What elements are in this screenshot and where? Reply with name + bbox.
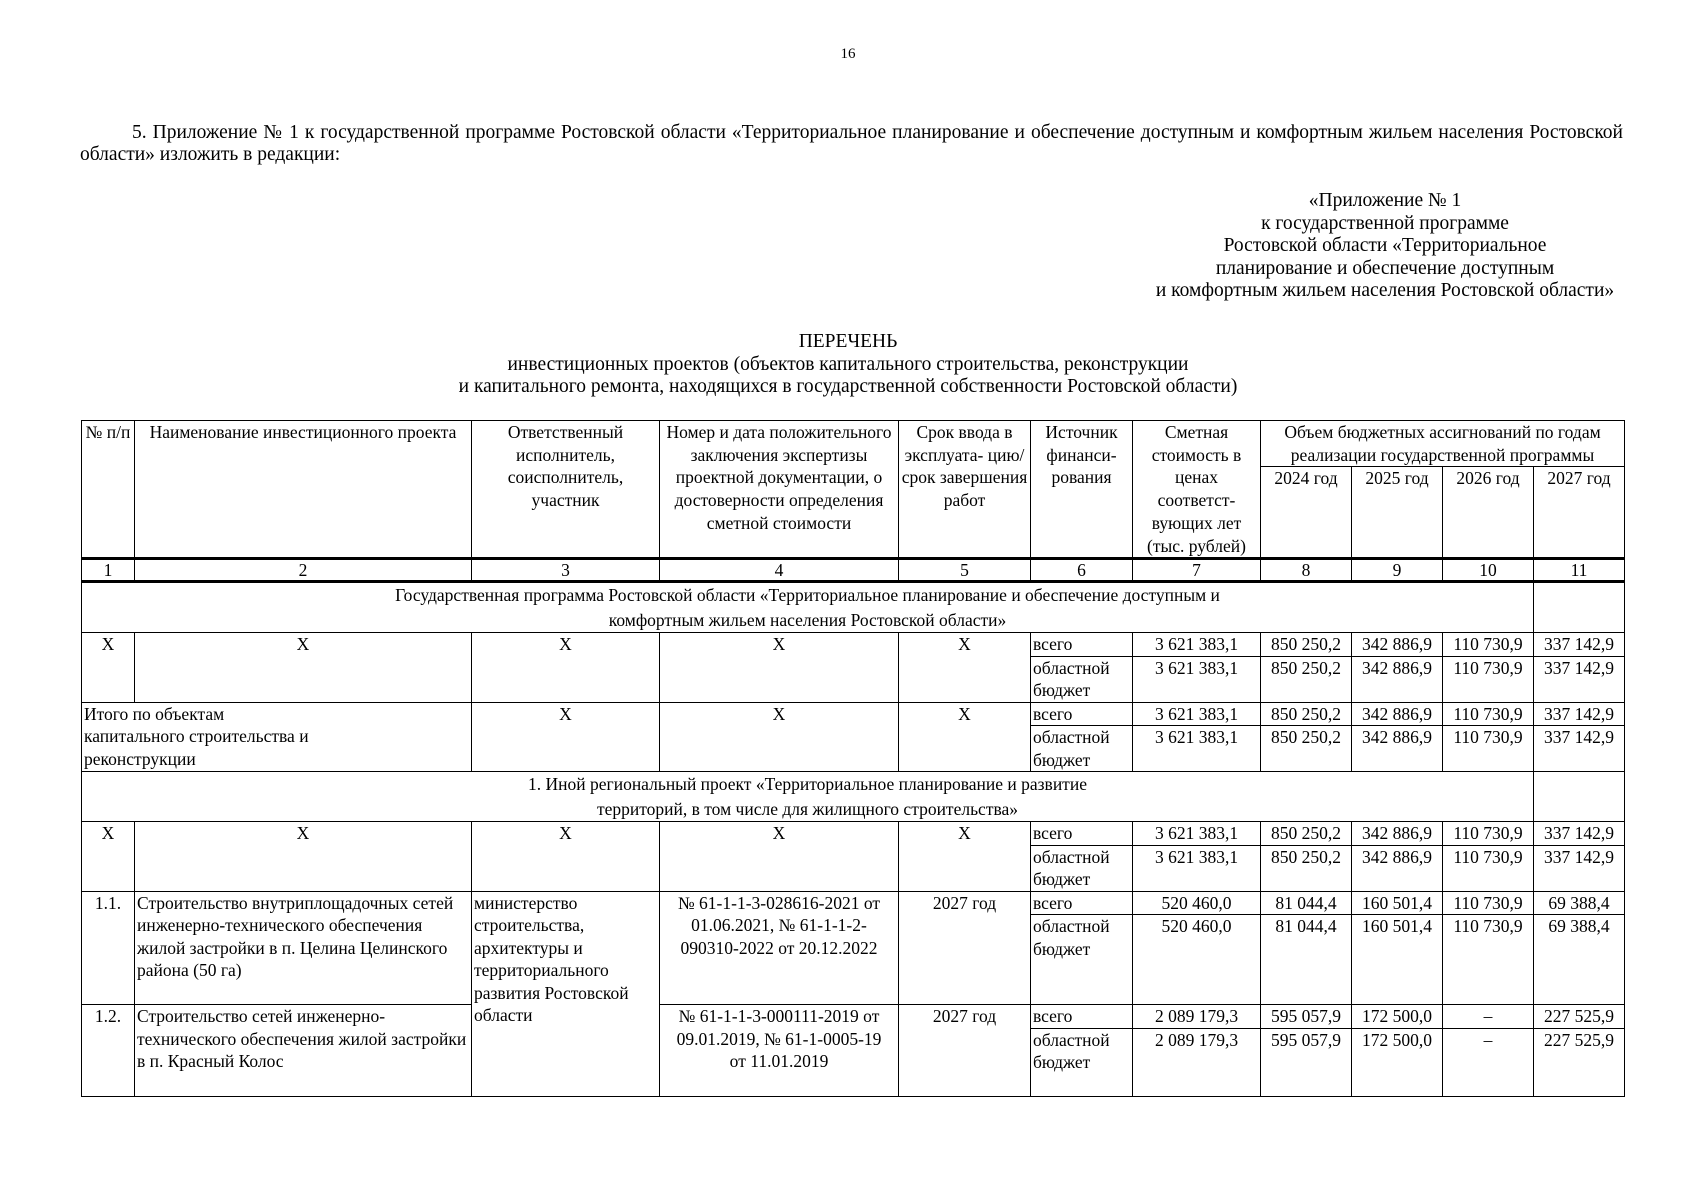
amount-cell: 342 886,9 — [1352, 845, 1443, 891]
amount-cell: 110 730,9 — [1443, 915, 1534, 1005]
amount-cell: 337 142,9 — [1534, 656, 1625, 702]
amount-cell: 69 388,4 — [1534, 915, 1625, 1005]
source-label: областной бюджет — [1031, 845, 1133, 891]
amount-cell: 81 044,4 — [1261, 891, 1352, 915]
itogo-total-row — [82, 702, 1625, 726]
amount-cell: 227 525,9 — [1534, 1005, 1625, 1029]
header-source: Источник финанси- рования — [1031, 421, 1133, 559]
x-mark: Х — [135, 633, 472, 703]
item-1-2-total-row — [82, 1005, 1625, 1029]
amount-cell: 2 089 179,3 — [1133, 1028, 1261, 1096]
project-title: 1. Иной региональный проект «Территориальное планирование и развитие территорий, в том числе для жилищного строительства» — [82, 772, 1534, 822]
x-mark: Х — [899, 822, 1031, 892]
amount-cell: 850 250,2 — [1261, 633, 1352, 657]
header-expertise: Номер и дата положительного заключения экспертизы проектной документации, о достоверности определения сметной стоимости — [660, 421, 899, 559]
amount-cell: 227 525,9 — [1534, 1028, 1625, 1096]
annex-line: планирование и обеспечение доступным — [1215, 257, 1555, 279]
column-numbers-row — [82, 559, 1625, 582]
column-number: 11 — [1534, 559, 1625, 582]
amount-cell: 337 142,9 — [1534, 726, 1625, 772]
x-mark: Х — [899, 702, 1031, 772]
item-term: 2027 год — [899, 891, 1031, 1005]
amount-cell: 850 250,2 — [1261, 702, 1352, 726]
empty-cell — [1534, 772, 1625, 822]
title-line: ПЕРЕЧЕНЬ — [798, 331, 898, 352]
header-year: 2024 год — [1261, 467, 1352, 559]
amount-cell: 110 730,9 — [1443, 822, 1534, 846]
column-number: 7 — [1133, 559, 1261, 582]
annex-line: Ростовской области «Территориальное — [1223, 235, 1547, 256]
amount-cell: 160 501,4 — [1352, 915, 1443, 1005]
source-label: всего — [1031, 891, 1133, 915]
source-label: областной бюджет — [1031, 915, 1133, 1005]
amount-cell: 172 500,0 — [1352, 1028, 1443, 1096]
header-name: Наименование инвестиционного проекта — [135, 421, 472, 559]
amount-cell: 520 460,0 — [1133, 891, 1261, 915]
amount-cell: 3 621 383,1 — [1133, 633, 1261, 657]
header-row — [82, 421, 1625, 467]
header-term: Срок ввода в эксплуата- цию/ срок завершения работ — [899, 421, 1031, 559]
document-title — [0, 331, 1696, 399]
amount-cell: 110 730,9 — [1443, 702, 1534, 726]
amount-cell: 342 886,9 — [1352, 726, 1443, 772]
amount-cell: 81 044,4 — [1261, 915, 1352, 1005]
amount-cell: 160 501,4 — [1352, 891, 1443, 915]
amount-cell: 3 621 383,1 — [1133, 822, 1261, 846]
amount-cell: 2 089 179,3 — [1133, 1005, 1261, 1029]
header-num: № п/п — [82, 421, 135, 559]
amount-cell: 342 886,9 — [1352, 702, 1443, 726]
amount-cell: 337 142,9 — [1534, 633, 1625, 657]
amount-cell: 850 250,2 — [1261, 726, 1352, 772]
program-total-row — [82, 633, 1625, 657]
source-label: всего — [1031, 822, 1133, 846]
amount-cell: 69 388,4 — [1534, 891, 1625, 915]
program-title-row — [82, 582, 1625, 633]
source-label: областной бюджет — [1031, 1028, 1133, 1096]
amount-cell: – — [1443, 1028, 1534, 1096]
source-label: всего — [1031, 633, 1133, 657]
column-number: 2 — [135, 559, 472, 582]
amount-cell: 110 730,9 — [1443, 891, 1534, 915]
amount-cell: 3 621 383,1 — [1133, 726, 1261, 772]
item-number: 1.2. — [82, 1005, 135, 1097]
item-term: 2027 год — [899, 1005, 1031, 1097]
amount-cell: 342 886,9 — [1352, 822, 1443, 846]
itogo-label: Итого по объектам капитального строительства и реконструкции — [82, 702, 472, 772]
page-number: 16 — [840, 46, 856, 62]
item-expertise: № 61-1-1-3-000111-2019 от 09.01.2019, № 61-1-0005-19 от 11.01.2019 — [660, 1005, 899, 1097]
annex-line: и комфортным жильем населения Ростовской области» — [1155, 280, 1615, 301]
x-mark: Х — [82, 633, 135, 703]
column-number: 4 — [660, 559, 899, 582]
intro-paragraph: 5. Приложение № 1 к государственной программе Ростовской области «Территориальное планирование и обеспечение доступным и комфортным жильем населения Ростовской области» изложить в редакции: — [80, 122, 1623, 165]
column-number: 1 — [82, 559, 135, 582]
project-title-row — [82, 772, 1625, 822]
x-mark: Х — [472, 822, 660, 892]
amount-cell: 342 886,9 — [1352, 656, 1443, 702]
amount-cell: 850 250,2 — [1261, 845, 1352, 891]
x-mark: Х — [82, 822, 135, 892]
amount-cell: – — [1443, 1005, 1534, 1029]
amount-cell: 3 621 383,1 — [1133, 656, 1261, 702]
item-executor: министерство строительства, архитектуры и территориального развития Ростовской области — [472, 891, 660, 1096]
column-number: 6 — [1031, 559, 1133, 582]
empty-cell — [1534, 582, 1625, 633]
column-number: 3 — [472, 559, 660, 582]
header-budget-group: Объем бюджетных ассигнований по годам реализации государственной программы — [1261, 421, 1625, 467]
x-mark: Х — [660, 702, 899, 772]
annex-line: к государственной программе — [1261, 212, 1509, 234]
x-mark: Х — [660, 633, 899, 703]
amount-cell: 110 730,9 — [1443, 845, 1534, 891]
item-name: Строительство внутриплощадочных сетей инженерно-технического обеспечения жилой застройки в п. Целина Целинского района (50 га) — [135, 891, 472, 1005]
header-year: 2026 год — [1443, 467, 1534, 559]
investment-projects-table — [81, 420, 1625, 1097]
source-label: областной бюджет — [1031, 726, 1133, 772]
x-mark: Х — [472, 702, 660, 772]
column-number: 8 — [1261, 559, 1352, 582]
column-number: 5 — [899, 559, 1031, 582]
title-line: инвестиционных проектов (объектов капитального строительства, реконструкции — [507, 353, 1189, 375]
source-label: всего — [1031, 1005, 1133, 1029]
x-mark: Х — [472, 633, 660, 703]
item-number: 1.1. — [82, 891, 135, 1005]
amount-cell: 337 142,9 — [1534, 702, 1625, 726]
amount-cell: 595 057,9 — [1261, 1028, 1352, 1096]
item-1-1-total-row — [82, 891, 1625, 915]
x-mark: Х — [660, 822, 899, 892]
x-mark: Х — [135, 822, 472, 892]
amount-cell: 3 621 383,1 — [1133, 845, 1261, 891]
x-mark: Х — [899, 633, 1031, 703]
amount-cell: 110 730,9 — [1443, 633, 1534, 657]
amount-cell: 110 730,9 — [1443, 726, 1534, 772]
program-title: Государственная программа Ростовской области «Территориальное планирование и обеспечение доступным и комфортным жильем населения Ростовской области» — [82, 582, 1534, 633]
annex-block — [1140, 190, 1630, 303]
amount-cell: 337 142,9 — [1534, 822, 1625, 846]
annex-line: «Приложение № 1 — [1308, 190, 1462, 211]
amount-cell: 172 500,0 — [1352, 1005, 1443, 1029]
header-cost: Сметная стоимость в ценах соответст- вующих лет (тыс. рублей) — [1133, 421, 1261, 559]
amount-cell: 110 730,9 — [1443, 656, 1534, 702]
amount-cell: 520 460,0 — [1133, 915, 1261, 1005]
source-label: областной бюджет — [1031, 656, 1133, 702]
amount-cell: 337 142,9 — [1534, 845, 1625, 891]
amount-cell: 595 057,9 — [1261, 1005, 1352, 1029]
header-year: 2025 год — [1352, 467, 1443, 559]
source-label: всего — [1031, 702, 1133, 726]
header-executor: Ответственный исполнитель, соисполнитель, участник — [472, 421, 660, 559]
column-number: 10 — [1443, 559, 1534, 582]
column-number: 9 — [1352, 559, 1443, 582]
amount-cell: 3 621 383,1 — [1133, 702, 1261, 726]
amount-cell: 850 250,2 — [1261, 822, 1352, 846]
item-name: Строительство сетей инженерно-технического обеспечения жилой застройки в п. Красный Колос — [135, 1005, 472, 1097]
item-expertise: № 61-1-1-3-028616-2021 от 01.06.2021, № 61-1-1-2-090310-2022 от 20.12.2022 — [660, 891, 899, 1005]
project-total-row — [82, 822, 1625, 846]
amount-cell: 342 886,9 — [1352, 633, 1443, 657]
amount-cell: 850 250,2 — [1261, 656, 1352, 702]
title-line: и капитального ремонта, находящихся в государственной собственности Ростовской области) — [458, 376, 1238, 397]
header-year: 2027 год — [1534, 467, 1625, 559]
